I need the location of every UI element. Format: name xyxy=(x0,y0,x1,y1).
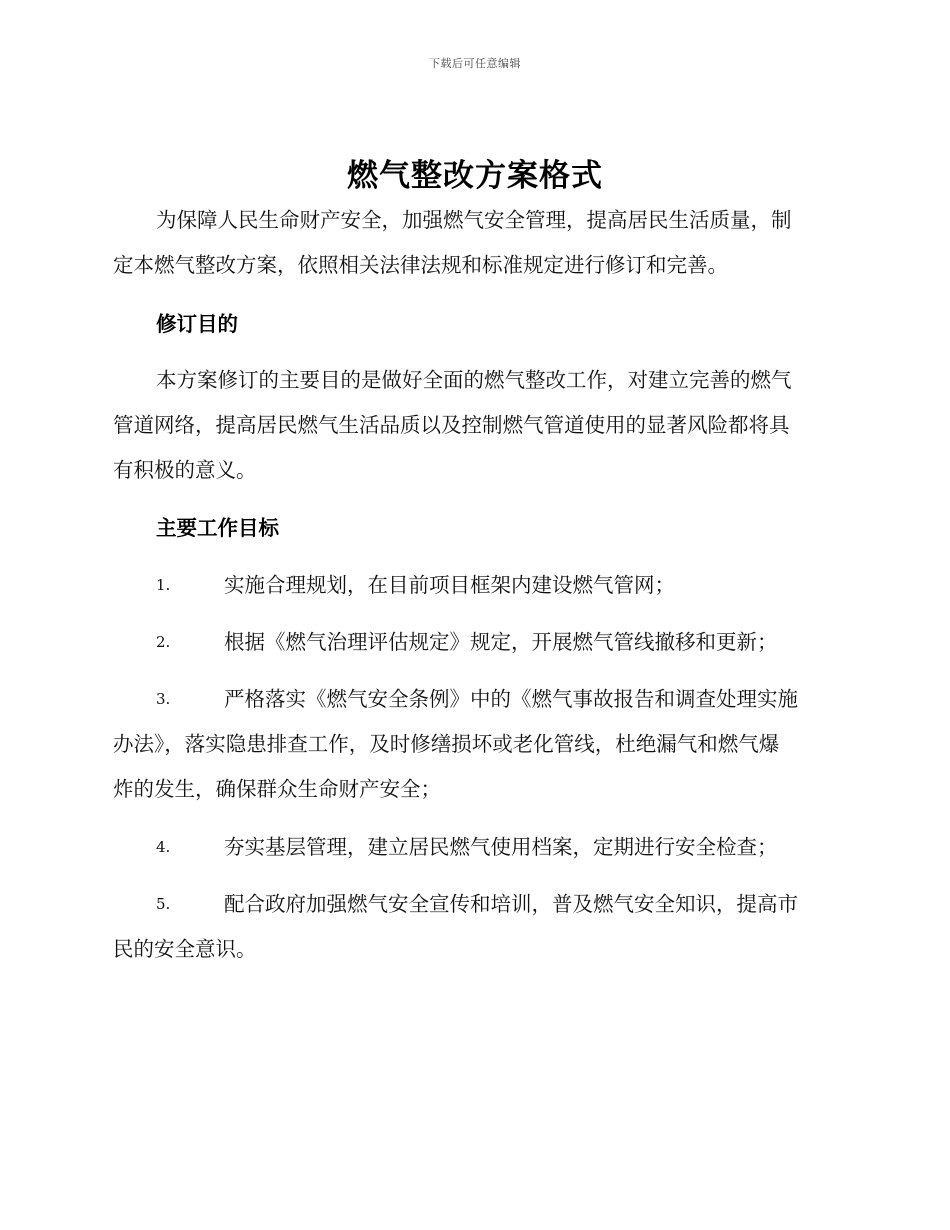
purpose-heading: 修订目的 xyxy=(156,312,238,336)
purpose-line-1: 本方案修订的主要目的是做好全面的燃气整改工作，对建立完善的燃气 xyxy=(156,368,792,392)
list-item-text: 配合政府加强燃气安全宣传和培训，普及燃气安全知识，提高市 xyxy=(224,892,798,916)
list-item-text: 夯实基层管理，建立居民燃气使用档案，定期进行安全检查； xyxy=(224,835,778,859)
list-item xyxy=(113,620,837,665)
list-item xyxy=(113,563,837,608)
list-item-number: 2. xyxy=(156,633,171,651)
purpose-line-3: 有积极的意义。 xyxy=(113,458,257,482)
list-item-text-continued: 炸的发生，确保群众生命财产安全； xyxy=(113,777,441,801)
list-item xyxy=(113,882,837,972)
list-item xyxy=(113,677,837,812)
list-item-text: 实施合理规划，在目前项目框架内建设燃气管网； xyxy=(224,573,675,597)
list-item-number: 3. xyxy=(156,690,171,708)
goals-heading: 主要工作目标 xyxy=(156,516,279,540)
page-header: 下载后可任意编辑 xyxy=(429,57,521,70)
list-item-text: 严格落实《燃气安全条例》中的《燃气事故报告和调查处理实施 xyxy=(224,687,798,711)
list-item-number: 1. xyxy=(156,576,171,594)
list-item xyxy=(113,825,837,870)
list-item-text-continued: 民的安全意识。 xyxy=(113,937,257,961)
intro-paragraph xyxy=(113,198,837,288)
list-item-number: 4. xyxy=(156,838,171,856)
list-item-text-continued: 办法》，落实隐患排查工作，及时修缮损坏或老化管线，杜绝漏气和燃气爆 xyxy=(113,732,780,756)
list-item-text: 根据《燃气治理评估规定》规定，开展燃气管线撤移和更新； xyxy=(224,630,778,654)
document-title: 燃气整改方案格式 xyxy=(347,158,603,194)
list-item-number: 5. xyxy=(156,895,171,913)
intro-line-1: 为保障人民生命财产安全，加强燃气安全管理，提高居民生活质量，制 xyxy=(156,208,792,232)
purpose-line-2: 管道网络，提高居民燃气生活品质以及控制燃气管道使用的显著风险都将具 xyxy=(113,413,790,437)
intro-line-2: 定本燃气整改方案，依照相关法律法规和标准规定进行修订和完善。 xyxy=(113,253,728,277)
purpose-paragraph xyxy=(113,358,837,493)
